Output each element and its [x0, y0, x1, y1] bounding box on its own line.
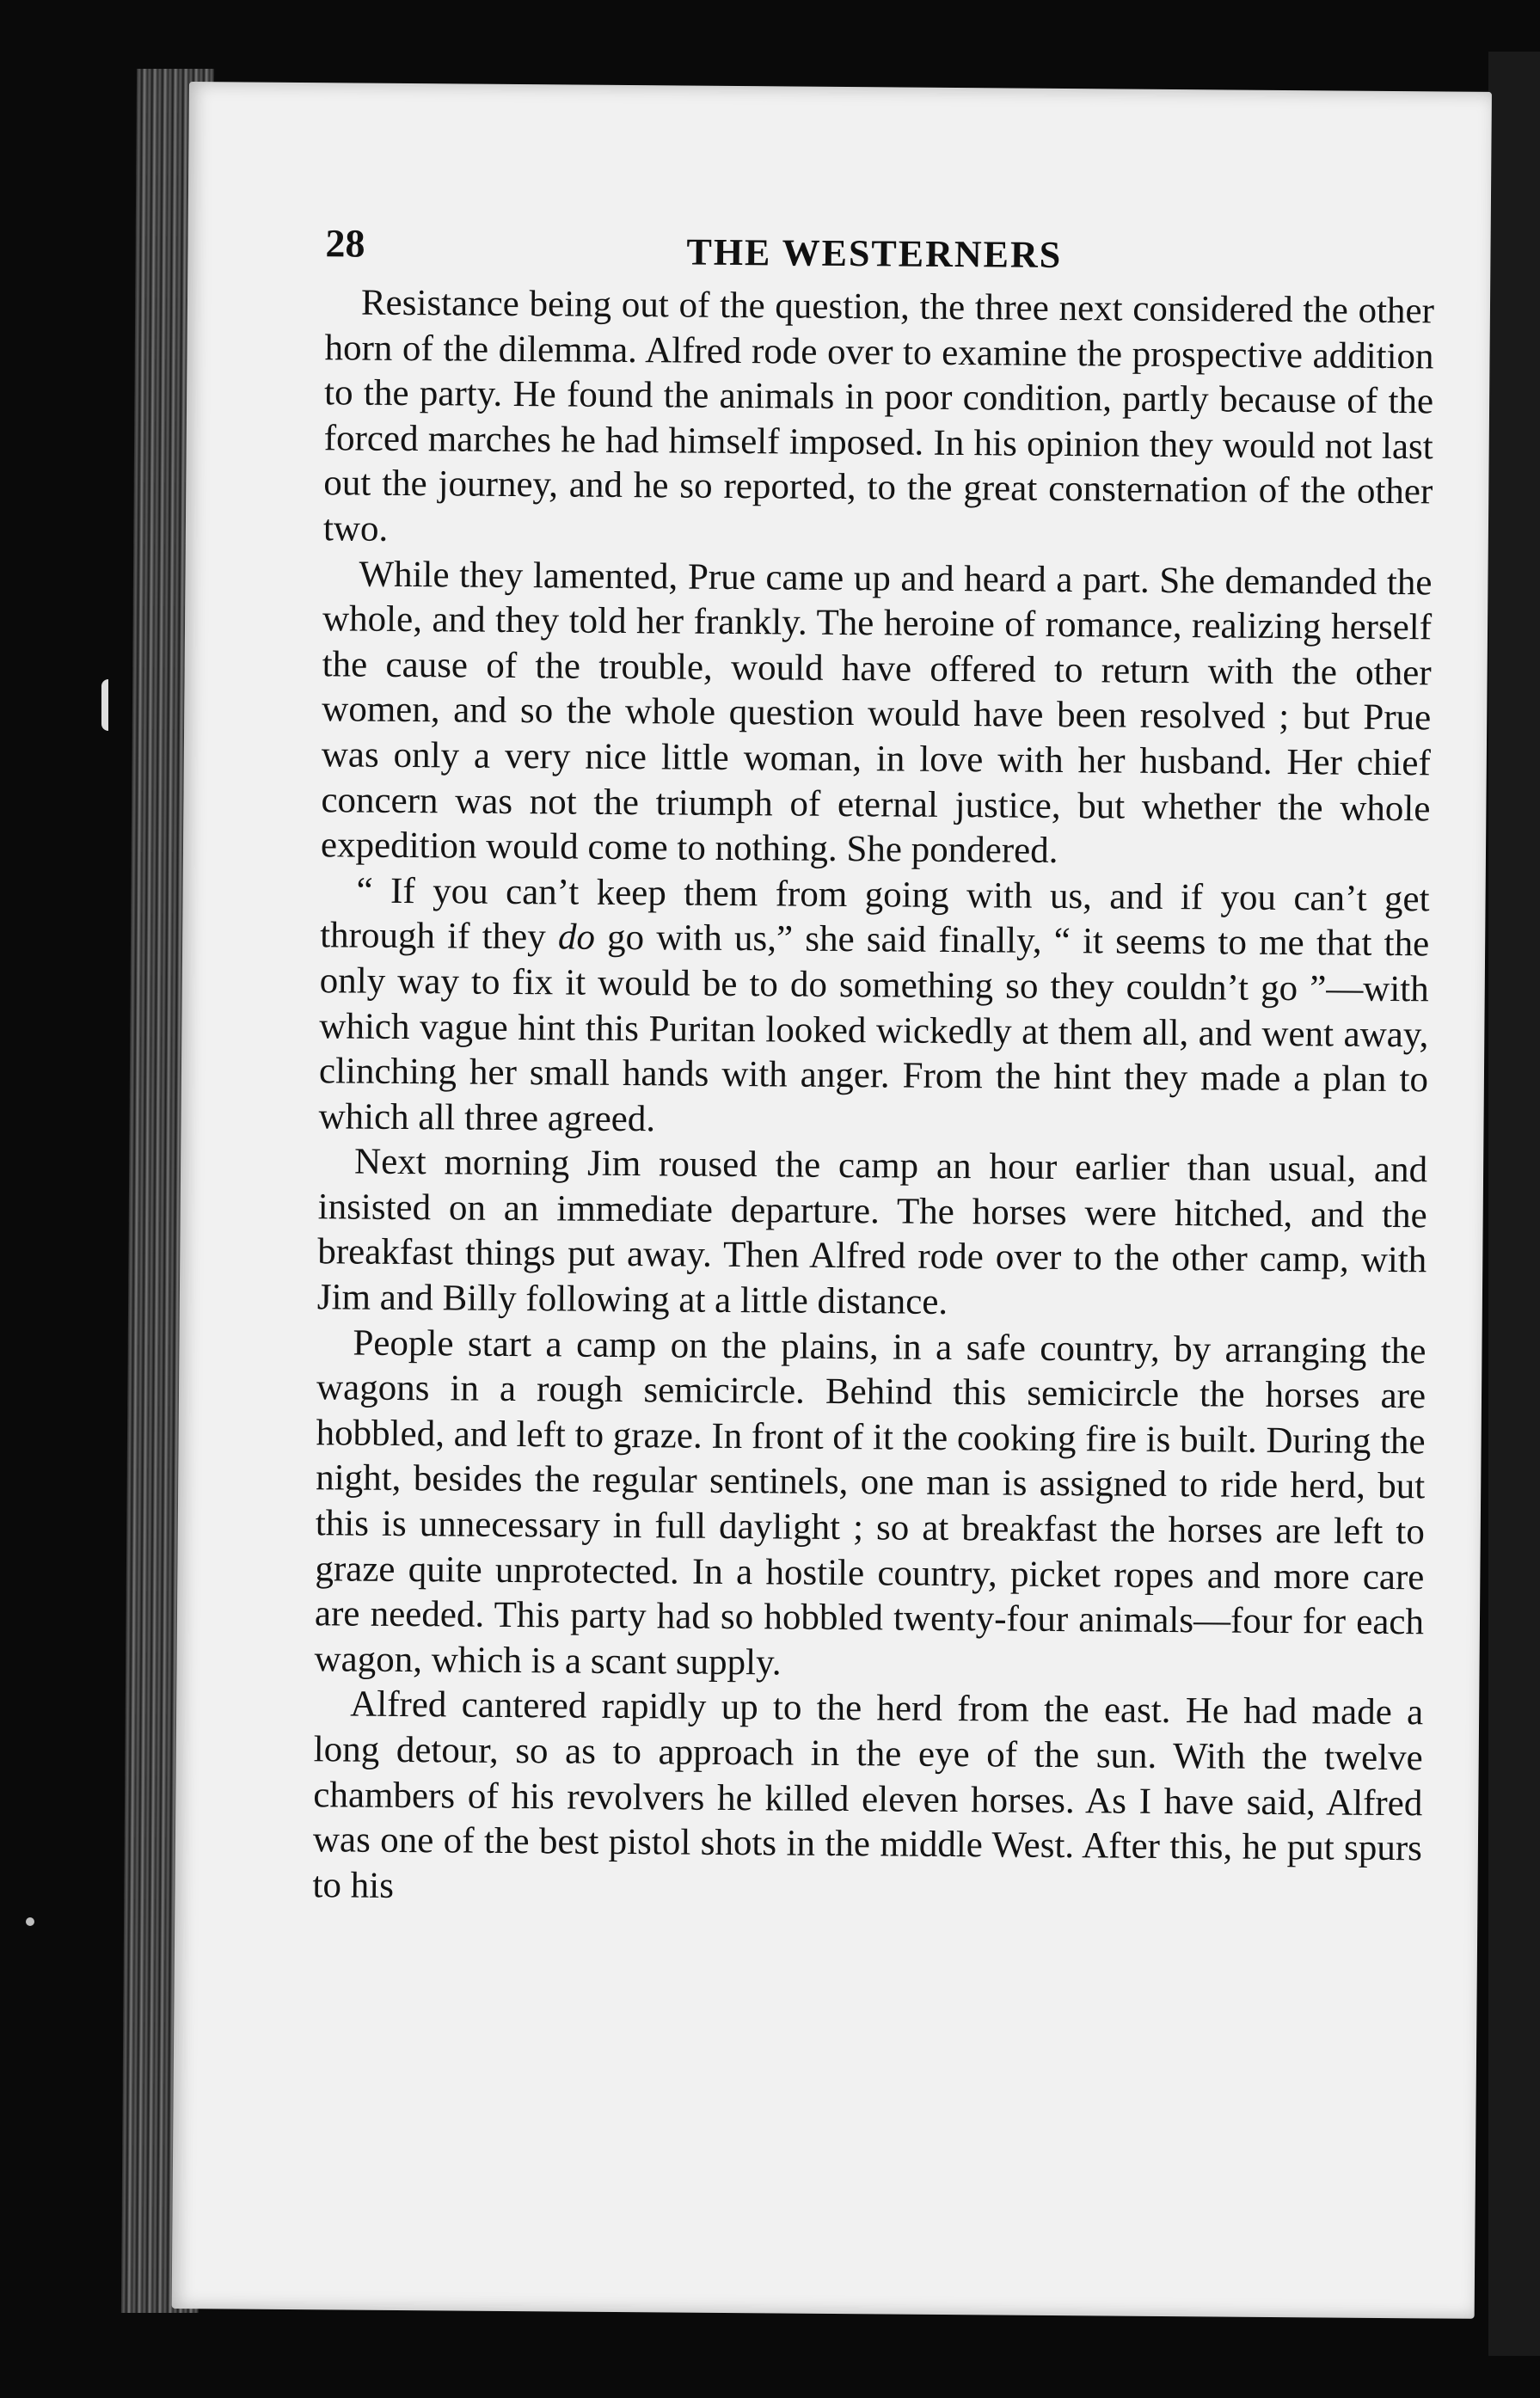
- page-number: 28: [325, 221, 365, 266]
- scan-right-margin: [1488, 52, 1540, 2356]
- book-page: [172, 82, 1492, 2319]
- quote-text: go with us,” she said finally, “ it seems to me that the only way to fix it would be to do something so they couldn’t go ”—with which vague hint this Puritan looked wickedly at them all, and went away, clinching her small hands with anger. From the hint they made a plan to which all three agreed.: [318, 917, 1430, 1139]
- paragraph: Alfred cantered rapidly up to the herd from the east. He had made a long detour, so as to approach in the eye of the sun. With the twelve chambers of his revolvers he killed eleven horses. As I have said, Alfred was one of the best pistol shots in the middle West. After this, he put spurs to his: [312, 1684, 1424, 1906]
- quote-paragraph: [318, 868, 1429, 1149]
- body-text: [312, 280, 1434, 1917]
- scan-blemish: [26, 1917, 34, 1926]
- quote-text: “ If you can’t keep them from going with us, and if you can’t get through if they: [320, 870, 1430, 958]
- running-title: THE WESTERNERS: [686, 230, 1063, 276]
- paragraph: Next morning Jim roused the camp an hour earlier than usual, and insisted on an immediate departure. The horses were hitched, and the breakfast things put away. Then Alfred rode over to the other camp, with Jim and Billy following at a little distance.: [316, 1141, 1428, 1323]
- scan-blemish: [101, 679, 108, 731]
- paragraph: People start a camp on the plains, in a safe country, by arranging the wagons in a rough semicircle. Behind this semicircle the horses are hobbled, and left to graze. In front of it the cooking fire is built. During the night, besides the regular sentinels, one man is assigned to ride herd, but this is unnecessary in full daylight ; so at breakfast the horses are left to graze quite unprotected. In a hostile country, picket ropes and more care are needed. This party had so hobbled twenty-four animals—four for each wagon, which is a scant supply.: [314, 1322, 1426, 1684]
- paragraph: While they lamented, Prue came up and heard a part. She demanded the whole, and they told her frankly. The heroine of romance, realizing herself the cause of the trouble, would have offered to return with the other women, and so the whole question would have been resolved ; but Prue was only a very nice little woman, in love with her husband. Her chief concern was not the triumph of eternal justice, but whether the whole expedition would come to nothing. She pondered.: [320, 554, 1433, 872]
- paragraph: Resistance being out of the question, the three next considered the other horn of the dilemma. Alfred rode over to examine the prospective addition to the party. He found the animals in poor condition, partly because of the forced marches he had himself imposed. In his opinion they would not last out the journey, and he so reported, to the great consternation of the other two.: [322, 282, 1435, 549]
- emphasis-text: do: [557, 917, 596, 959]
